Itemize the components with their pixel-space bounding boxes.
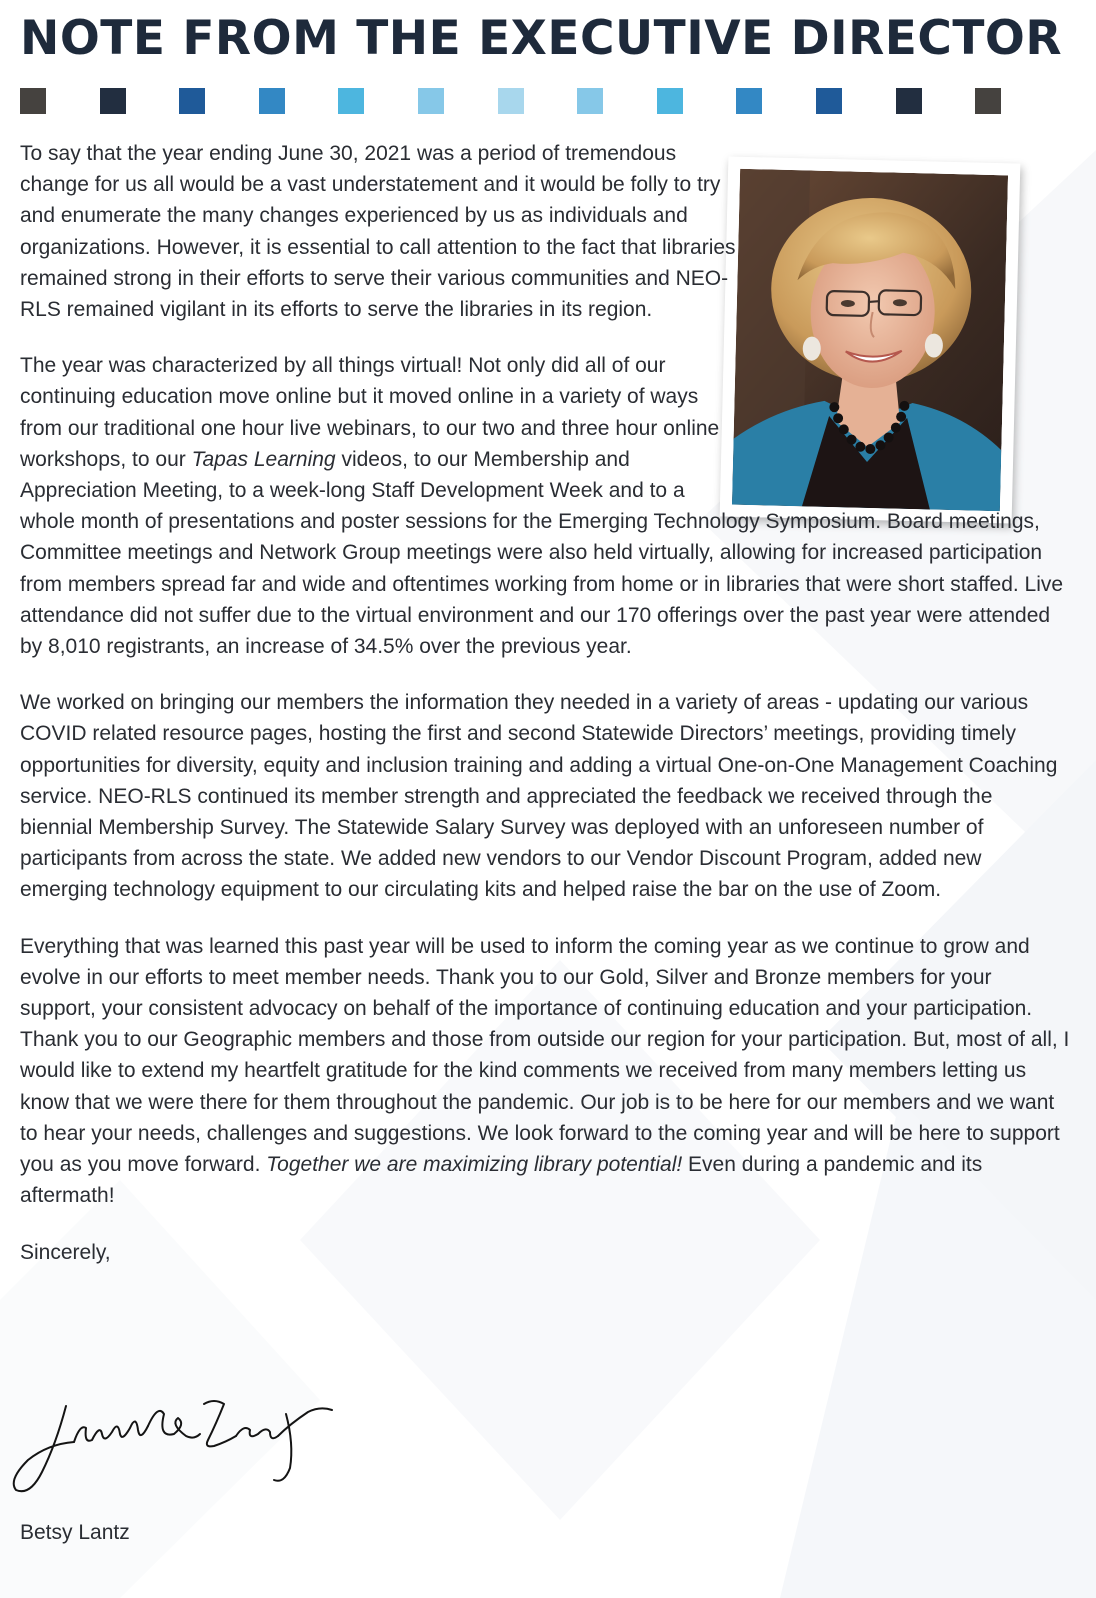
signatory-name: Betsy Lantz <box>20 1521 130 1544</box>
paragraph-2-italic: Tapas Learning <box>191 447 336 471</box>
page-content <box>20 0 1070 1268</box>
paragraph-3: We worked on bringing our members the information they needed in a variety of areas - updating our various COVID related resource pages, hosting the first and second Statewide Directors’ meetings, providing timely opportunities for diversity, equity and inclusion training and adding a virtual One-on-One Management Coaching service. NEO-RLS continued its member strength and appreciated the feedback we received through the biennial Membership Survey. The Statewide Salary Survey was deployed with an unforeseen number of participants from across the state. We added new vendors to our Vendor Discount Program, added new emerging technology equipment to our circulating kits and helped raise the bar on the use of Zoom. <box>20 691 1058 902</box>
color-swatch <box>338 88 364 114</box>
letter-body <box>20 138 1070 1268</box>
salutation: Sincerely, <box>20 1240 111 1264</box>
color-swatch <box>20 88 46 114</box>
paragraph-2-part-b: videos, to our Membership and Appreciation Meeting, to a week-long Staff Development Week and to a whole month of presentations and poster sessions for the Emerging Technology Symposium. Board meetings, Committee meetings and Network Group meetings were also held virtually, allowing for increased participation from members spread far and wide and oftentimes working from home or in libraries that were short staffed. Live attendance did not suffer due to the virtual environment and our 170 offerings over the past year were attended by 8,010 registrants, an increase of 34.5% over the previous year. <box>20 447 1064 659</box>
color-swatch <box>975 88 1001 114</box>
paragraph-4-italic: Together we are maximizing library potential! <box>266 1153 683 1177</box>
color-swatch <box>418 88 444 114</box>
paragraph-4-part-a: Everything that was learned this past year will be used to inform the coming year as we continue to grow and evolve in our efforts to meet member needs. Thank you to our Gold, Silver and Bronze members for your support, your consistent advocacy on behalf of the importance of continuing education and your participation. Thank you to our Geographic members and those from outside our region for your participation. But, most of all, I would like to extend my heartfelt gratitude for the kind comments we received from many members letting us know that we were there for them throughout the pandemic. Our job is to be here for our members and we want to hear your needs, challenges and suggestions. We look forward to the coming year and will be here to support you as you move forward. <box>20 934 1070 1177</box>
handwritten-signature <box>8 1384 338 1504</box>
paragraph-2-part-a: The year was characterized by all things virtual! Not only did all of our continuing education move online but it moved online in a variety of ways from our traditional one hour live webinars, to our two and three hour online workshops, to our <box>20 354 720 471</box>
color-swatch <box>577 88 603 114</box>
color-swatch <box>498 88 524 114</box>
color-swatch <box>259 88 285 114</box>
color-swatch-row <box>20 88 1070 116</box>
page-title: NOTE FROM THE EXECUTIVE DIRECTOR <box>20 11 1063 66</box>
paragraph-1: To say that the year ending June 30, 2021 was a period of tremendous change for us all would be a vast understatement and it would be folly to try and enumerate the many changes experienced by us as individuals and organizations. However, it is essential to call attention to the fact that libraries remained strong in their efforts to serve their various communities and NEO-RLS remained vigilant in its efforts to serve the libraries in its region. <box>20 142 736 322</box>
color-swatch <box>657 88 683 114</box>
color-swatch <box>896 88 922 114</box>
color-swatch <box>736 88 762 114</box>
photo-spacer <box>740 138 1070 494</box>
color-swatch <box>816 88 842 114</box>
paragraph-4 <box>20 931 1070 1212</box>
paragraph-4-part-b: Even during a pandemic and its aftermath! <box>20 1153 983 1208</box>
color-swatch <box>179 88 205 114</box>
color-swatch <box>100 88 126 114</box>
